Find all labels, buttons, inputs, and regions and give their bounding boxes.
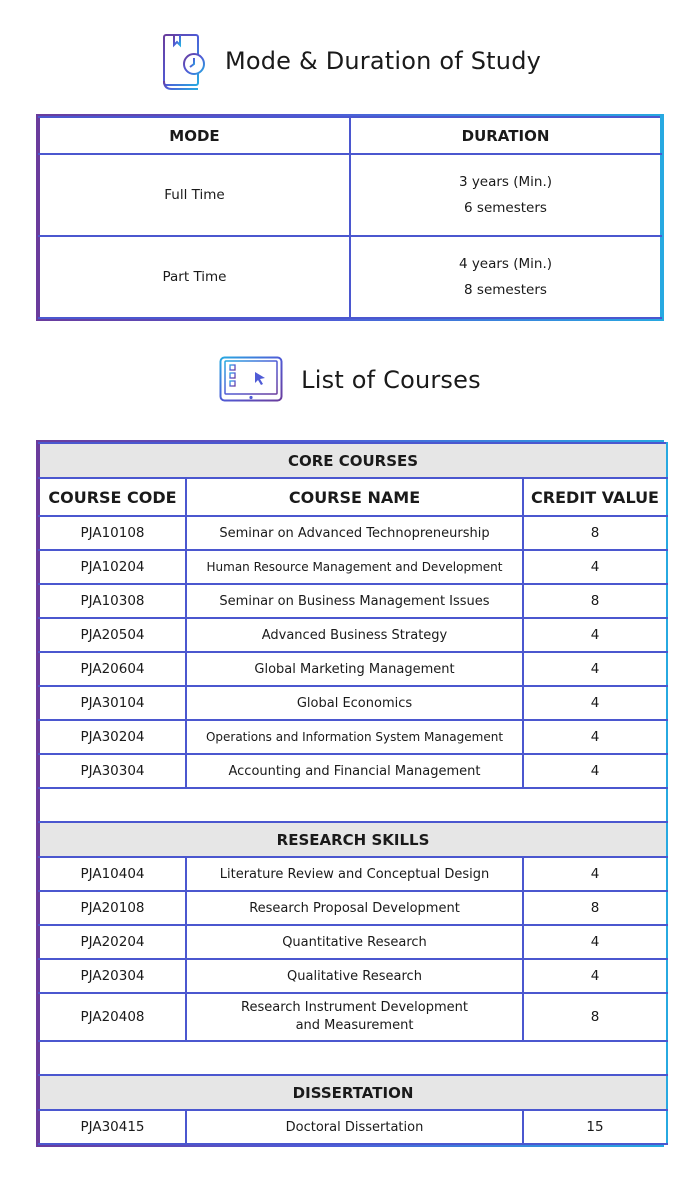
course-code: PJA10404 <box>39 857 186 891</box>
course-name: Literature Review and Conceptual Design <box>186 857 523 891</box>
credit-value: 4 <box>523 618 667 652</box>
spacer-row <box>39 1041 667 1075</box>
course-name <box>186 993 523 1041</box>
credit-value: 4 <box>523 652 667 686</box>
course-code: PJA20408 <box>39 993 186 1041</box>
courses-table <box>38 442 668 1145</box>
list-of-courses-header <box>0 355 700 405</box>
course-name: Global Economics <box>186 686 523 720</box>
credit-value: 8 <box>523 891 667 925</box>
course-name: Human Resource Management and Development <box>186 550 523 584</box>
course-code: PJA30204 <box>39 720 186 754</box>
table-row <box>39 1110 667 1144</box>
course-code: PJA10204 <box>39 550 186 584</box>
duration-min-years: 4 years (Min.) <box>458 256 553 272</box>
table-row <box>39 550 667 584</box>
table-row <box>39 154 661 236</box>
course-code: PJA20604 <box>39 652 186 686</box>
table-row <box>39 891 667 925</box>
table-row <box>39 720 667 754</box>
course-name: Quantitative Research <box>186 925 523 959</box>
table-row <box>39 959 667 993</box>
table-row <box>39 857 667 891</box>
credit-value: 8 <box>523 516 667 550</box>
course-code: PJA30104 <box>39 686 186 720</box>
core-courses-heading: CORE COURSES <box>39 443 667 478</box>
spacer-row <box>39 788 667 822</box>
course-name-column-header: COURSE NAME <box>186 478 523 516</box>
course-name: Accounting and Financial Management <box>186 754 523 788</box>
group-header-row <box>39 1075 667 1110</box>
course-name: Operations and Information System Management <box>186 720 523 754</box>
list-of-courses-title: List of Courses <box>301 366 481 394</box>
table-row <box>39 993 667 1041</box>
credit-value: 4 <box>523 925 667 959</box>
course-code: PJA10308 <box>39 584 186 618</box>
duration-semesters: 8 semesters <box>464 282 547 298</box>
course-code: PJA10108 <box>39 516 186 550</box>
book-clock-icon <box>159 32 207 90</box>
table-row <box>39 584 667 618</box>
course-code: PJA30304 <box>39 754 186 788</box>
course-code: PJA20108 <box>39 891 186 925</box>
group-header-row <box>39 822 667 857</box>
credit-value: 8 <box>523 993 667 1041</box>
credit-value: 4 <box>523 857 667 891</box>
course-name: Advanced Business Strategy <box>186 618 523 652</box>
credit-value-column-header: CREDIT VALUE <box>523 478 667 516</box>
mode-duration-table <box>38 116 662 319</box>
duration-cell <box>350 154 661 236</box>
course-code: PJA20504 <box>39 618 186 652</box>
duration-semesters: 6 semesters <box>464 200 547 216</box>
group-header-row <box>39 443 667 478</box>
course-name: Qualitative Research <box>186 959 523 993</box>
course-code: PJA20204 <box>39 925 186 959</box>
mode-duration-title: Mode & Duration of Study <box>224 47 542 75</box>
table-row <box>39 516 667 550</box>
duration-column-header: DURATION <box>350 117 661 154</box>
credit-value: 4 <box>523 550 667 584</box>
mode-cell: Full Time <box>39 154 350 236</box>
course-name-line: Research Instrument Development <box>241 1000 468 1015</box>
courses-table-frame <box>36 440 664 1147</box>
table-row <box>39 236 661 318</box>
mode-cell: Part Time <box>39 236 350 318</box>
credit-value: 15 <box>523 1110 667 1144</box>
table-row <box>39 652 667 686</box>
credit-value: 4 <box>523 754 667 788</box>
table-row <box>39 686 667 720</box>
course-name: Research Proposal Development <box>186 891 523 925</box>
course-name: Doctoral Dissertation <box>186 1110 523 1144</box>
mode-duration-table-frame <box>36 114 664 321</box>
course-code: PJA30415 <box>39 1110 186 1144</box>
mode-column-header: MODE <box>39 117 350 154</box>
credit-value: 4 <box>523 686 667 720</box>
duration-min-years: 3 years (Min.) <box>458 174 553 190</box>
course-name: Seminar on Advanced Technopreneurship <box>186 516 523 550</box>
credit-value: 4 <box>523 959 667 993</box>
credit-value: 4 <box>523 720 667 754</box>
course-list-monitor-icon <box>219 355 283 405</box>
research-skills-heading: RESEARCH SKILLS <box>39 822 667 857</box>
table-row <box>39 754 667 788</box>
course-name: Global Marketing Management <box>186 652 523 686</box>
table-row <box>39 925 667 959</box>
duration-cell <box>350 236 661 318</box>
course-name: Seminar on Business Management Issues <box>186 584 523 618</box>
course-code-column-header: COURSE CODE <box>39 478 186 516</box>
dissertation-heading: DISSERTATION <box>39 1075 667 1110</box>
credit-value: 8 <box>523 584 667 618</box>
course-name-line: and Measurement <box>295 1018 414 1033</box>
table-row <box>39 618 667 652</box>
mode-duration-header <box>0 32 700 90</box>
course-code: PJA20304 <box>39 959 186 993</box>
column-header-row <box>39 478 667 516</box>
